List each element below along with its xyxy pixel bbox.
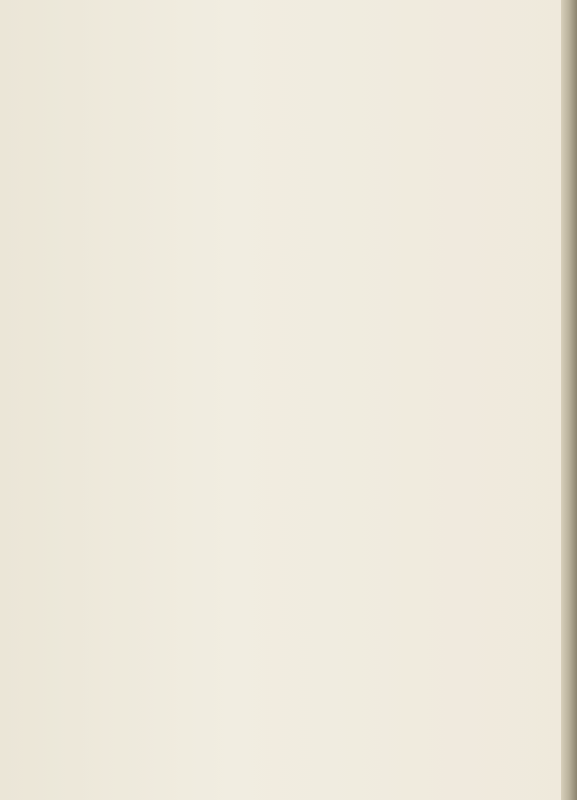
page-edge	[561, 0, 577, 800]
